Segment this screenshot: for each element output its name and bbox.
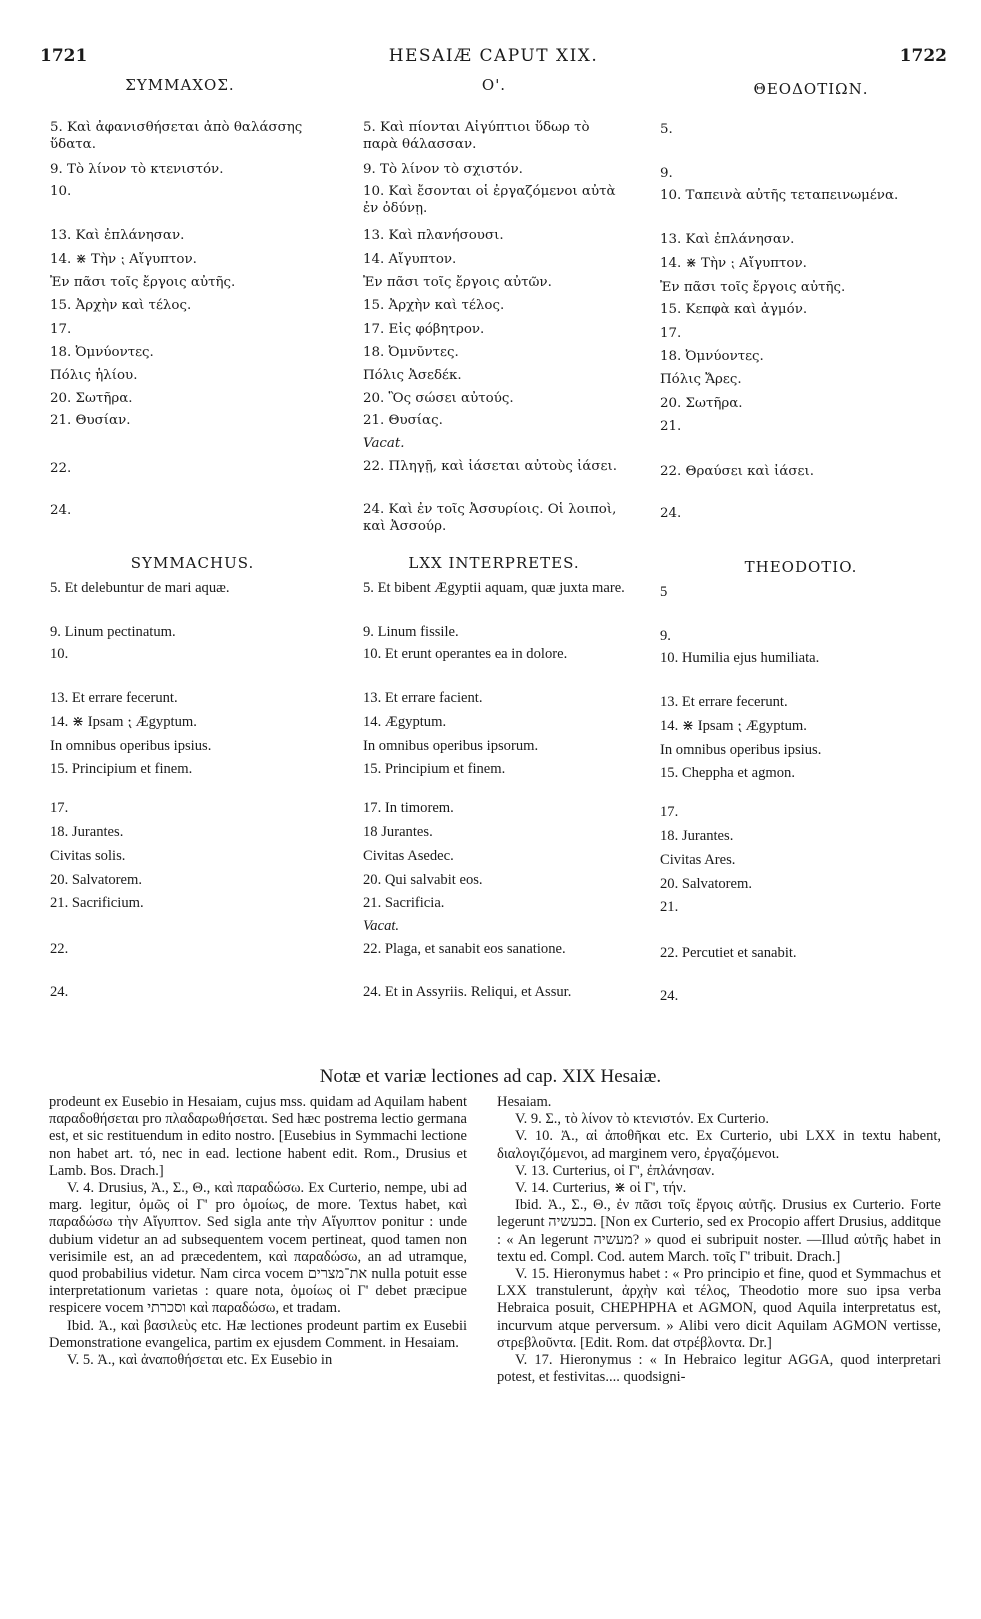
verse-row: 5. Et bibent Ægyptii aquam, quæ juxta mare.: [363, 580, 625, 596]
verse-row: 22.: [50, 461, 72, 476]
notes-heading: Notæ et variæ lectiones ad cap. XIX Hesaiæ.: [319, 1066, 662, 1087]
verse-row: 17. Εἰς φόβητρον.: [363, 322, 485, 337]
latin-theodotion-heading: THEODOTIO.: [744, 558, 858, 576]
verse-row: 5.: [660, 122, 673, 137]
verse-row: 14. ⋇ Ipsam ⁏ Ægyptum.: [660, 718, 807, 734]
verse-row: Civitas Asedec.: [363, 848, 454, 864]
verse-row: 5: [660, 584, 668, 600]
note-paragraph: V. 17. Hieronymus : « In Hebraico legitur AGGA, quod interpretari potest, et festivitas.... quodsigni-: [497, 1352, 941, 1386]
verse-row: 13. Καὶ πλανήσουσι.: [363, 228, 504, 243]
notes-left-column: [49, 1094, 467, 1369]
latin-theodotion-column: [660, 0, 942, 1060]
verse-row: 9. Τὸ λίνον τὸ κτενιστόν.: [50, 162, 224, 177]
note-paragraph: V. 5. Ἀ., καὶ ἀναποθήσεται etc. Ex Eusebio in: [67, 1352, 333, 1369]
verse-row: 14. ⋇ Τὴν ⁏ Αἴγυπτον.: [660, 256, 807, 271]
notes-right-column: [497, 1094, 941, 1386]
latin-symmachus-column: [50, 0, 335, 1060]
verse-row: Ἐν πᾶσι τοῖς ἔργοις αὐτῶν.: [363, 275, 552, 290]
verse-row: 17.: [50, 800, 69, 816]
verse-row: 22. Πληγῇ, καὶ ἰάσεται αὐτοὺς ἰάσει.: [363, 459, 617, 474]
verse-row: 18. Ὀμνύοντες.: [660, 349, 764, 364]
verse-row: In omnibus operibus ipsius.: [660, 742, 822, 758]
verse-row: 10.: [50, 646, 69, 662]
verse-row: Civitas solis.: [50, 848, 126, 864]
page-title: HESAIÆ CAPUT XIX.: [388, 46, 599, 66]
verse-row: 15. Κεπφὰ καὶ ἀγμόν.: [660, 302, 808, 317]
note-paragraph: V. 14. Curterius, ⋇ οἱ Γ', τήν.: [515, 1180, 687, 1197]
note-paragraph: V. 9. Σ., τὸ λίνον τὸ κτενιστόν. Ex Curterio.: [515, 1111, 770, 1128]
verse-row: 5. Καὶ ἀφανισθήσεται ἀπὸ θαλάσσης ὕδατα.: [50, 120, 303, 152]
verse-row: 17.: [50, 322, 72, 337]
verse-row: 24. Καὶ ἐν τοῖς Ἀσσυρίοις. Οἱ λοιποὶ, καὶ Ἀσσούρ.: [363, 502, 617, 534]
verse-row: 18. Ὀμνῦντες.: [363, 345, 459, 360]
verse-row: 22. Θραύσει καὶ ἰάσει.: [660, 464, 814, 479]
verse-row: 14. Αἴγυπτον.: [363, 252, 457, 267]
verse-row: 9.: [660, 628, 671, 644]
verse-row: 24.: [50, 984, 69, 1000]
verse-row: 10. Καὶ ἔσονται οἱ ἐργαζόμενοι αὐτὰ ἐν ὀδύνῃ.: [363, 184, 616, 216]
greek-theodotion-heading: ΘΕΟΔΟΤΙΩΝ.: [753, 80, 869, 98]
verse-row: 18. Jurantes.: [50, 824, 124, 840]
verse-row: 21.: [660, 899, 679, 915]
verse-row: 10. Ταπεινὰ αὐτῆς τεταπεινωμένα.: [660, 188, 899, 203]
verse-row: 13. Καὶ ἐπλάνησαν.: [50, 228, 185, 243]
verse-row: 21. Sacrificia.: [363, 895, 445, 911]
verse-row: 20. Salvatorem.: [50, 872, 143, 888]
verse-row: 17.: [660, 804, 679, 820]
verse-row: Πόλις ἡλίου.: [50, 368, 138, 383]
verse-row: 14. ⋇ Ipsam ⁏ Ægyptum.: [50, 714, 197, 730]
verse-row: 22. Percutiet et sanabit.: [660, 945, 797, 961]
verse-row: 21. Sacrificium.: [50, 895, 144, 911]
verse-row: 21. Θυσίας.: [363, 413, 443, 428]
verse-row: 24.: [660, 988, 679, 1004]
verse-row: 17.: [660, 326, 682, 341]
verse-row: 18 Jurantes.: [363, 824, 433, 840]
greek-symmachus-heading: ΣΥΜΜΑΧΟΣ.: [125, 76, 235, 94]
verse-row: Ἐν πᾶσι τοῖς ἔργοις αὐτῆς.: [50, 275, 236, 290]
verse-row: 22.: [50, 941, 69, 957]
verse-row: 15. Principium et finem.: [50, 761, 193, 777]
verse-row: 10.: [50, 184, 72, 199]
verse-row: 18. Ὀμνύοντες.: [50, 345, 154, 360]
verse-row: 10. Et erunt operantes ea in dolore.: [363, 646, 568, 662]
vacat-label: Vacat.: [363, 436, 405, 451]
verse-row: Πόλις Ἄρες.: [660, 372, 742, 387]
verse-row: Ἐν πᾶσι τοῖς ἔργοις αὐτῆς.: [660, 280, 846, 295]
verse-row: 24.: [50, 503, 72, 518]
page-number-right: 1722: [899, 46, 947, 66]
verse-row: 9. Linum fissile.: [363, 624, 459, 640]
verse-row: 5. Et delebuntur de mari aquæ.: [50, 580, 230, 596]
verse-row: 20. Ὃς σώσει αὐτούς.: [363, 391, 514, 406]
verse-row: 9. Τὸ λίνον τὸ σχιστόν.: [363, 162, 523, 177]
note-paragraph: Ibid. Ἀ., καὶ βασιλεὺς etc. Hæ lectiones prodeunt partim ex Eusebii Demonstratione evangelica, partim ex ejusdem Comment. in Hesaiam.: [49, 1317, 467, 1351]
verse-row: 5. Καὶ πίονται Αἰγύπτιοι ὕδωρ τὸ παρὰ θάλασσαν.: [363, 120, 590, 152]
greek-lxx-heading: O'.: [481, 76, 507, 94]
verse-row: 10. Humilia ejus humiliata.: [660, 650, 820, 666]
verse-row: Civitas Ares.: [660, 852, 736, 868]
verse-row: 20. Qui salvabit eos.: [363, 872, 483, 888]
verse-row: In omnibus operibus ipsius.: [50, 738, 212, 754]
verse-row: In omnibus operibus ipsorum.: [363, 738, 539, 754]
page-number-left: 1721: [40, 46, 88, 66]
verse-row: 20. Σωτῆρα.: [660, 396, 743, 411]
verse-row: Πόλις Ἀσεδέκ.: [363, 368, 462, 383]
note-paragraph: Ibid. Ἀ., Σ., Θ., ἐν πᾶσι τοῖς ἔργοις αὐτῆς. Drusius ex Curterio. Forte legerunt בכעשיה. [Non ex Curterio, sed ex Procopio affert Drusius, additque : « An legerunt מעשיה? » quod ei subripuit noster. —Illud αὐτῆς habet in textu ed. Compl. Cod. autem March. τοῖς Γ' tribuit. Drach.]: [497, 1197, 941, 1265]
verse-row: 15. Ἀρχὴν καὶ τέλος.: [50, 298, 192, 313]
verse-row: 15. Principium et finem.: [363, 761, 506, 777]
verse-row: 13. Et errare fecerunt.: [660, 694, 788, 710]
verse-row: 18. Jurantes.: [660, 828, 734, 844]
note-paragraph: V. 10. Ἀ., αἱ ἀποθῆκαι etc. Ex Curterio, ubi LXX in textu habent, διαλογιζόμενοι, ad marginem vero, ἐργαζόμενοι.: [497, 1128, 941, 1162]
latin-symmachus-heading: SYMMACHUS.: [130, 554, 255, 572]
verse-row: 21.: [660, 419, 682, 434]
verse-row: 14. Ægyptum.: [363, 714, 447, 730]
verse-row: 17. In timorem.: [363, 800, 454, 816]
note-paragraph: V. 13. Curterius, οἱ Γ', ἐπλάνησαν.: [515, 1162, 715, 1179]
note-paragraph: prodeunt ex Eusebio in Hesaiam, cujus mss. quidam ad Aquilam habent παραδοθήσεται pro πλαδαρωθήσεται. Sed hæc postrema lectio germana est, et sic restituendum in edito nostro. [Eusebius in Symmachi lectione non habet art. τό, nec in ead. lectione habent edit. Rom., Drusius et Lamb. Bos. Drach.]: [49, 1094, 467, 1179]
vacat-label: Vacat.: [363, 918, 400, 934]
verse-row: 9.: [660, 166, 673, 181]
verse-row: 13. Et errare fecerunt.: [50, 690, 178, 706]
latin-lxx-heading: LXX INTERPRETES.: [408, 554, 580, 572]
verse-row: 13. Et errare facient.: [363, 690, 483, 706]
verse-row: 13. Καὶ ἐπλάνησαν.: [660, 232, 795, 247]
verse-row: 24.: [660, 506, 682, 521]
verse-row: 9. Linum pectinatum.: [50, 624, 176, 640]
verse-row: 24. Et in Assyriis. Reliqui, et Assur.: [363, 984, 572, 1000]
latin-lxx-column: [363, 0, 625, 1060]
verse-row: 21. Θυσίαν.: [50, 413, 131, 428]
verse-row: 15. Cheppha et agmon.: [660, 765, 795, 781]
note-paragraph: Hesaiam.: [497, 1094, 552, 1110]
verse-row: 20. Σωτῆρα.: [50, 391, 133, 406]
note-paragraph: V. 15. Hieronymus habet : « Pro principio et fine, quod et Symmachus et LXX transtulerunt, ἀρχὴν καὶ τέλος, Theodotio more suo ipsa verba Hebraica posuit, CHEPHPHA et AGMON, quod Aquila interpretatus est, incurvum atque perversum. » Alibi vero dicit Aquilam AGMON vertisse, στρεβλοῦντα. [Edit. Rom. dat στρέβλοντα. Dr.]: [497, 1266, 941, 1351]
verse-row: 14. ⋇ Τὴν ⁏ Αἴγυπτον.: [50, 252, 197, 267]
note-paragraph: V. 4. Drusius, Ἀ., Σ., Θ., καὶ παραδώσω. Ex Curterio, nempe, ubi ad marg. legitur, ὁμῶς οἱ Γ' pro ὁμοίως, de more. Textus habet, καὶ παραδώσω τὴν Αἴγυπτον. Sed sigla ante τὴν Αἴγυπτον ponitur : unde dubium videtur an ad subsequentem vocem pertineat, quod tamen non verisimile est, an ad præcedentem, καὶ παραδώσω, an ad utramque, quod probabilius videtur. Nam circa vocem את־מצרים nulla potuit esse interpretationum varietas : quare nota, ὁμοίως οἱ Γ' debet præcipue respicere vocem וסכרתי καὶ παραδώσω, et tradam.: [49, 1180, 467, 1317]
verse-row: 20. Salvatorem.: [660, 876, 753, 892]
verse-row: 22. Plaga, et sanabit eos sanatione.: [363, 941, 566, 957]
verse-row: 15. Ἀρχὴν καὶ τέλος.: [363, 298, 505, 313]
